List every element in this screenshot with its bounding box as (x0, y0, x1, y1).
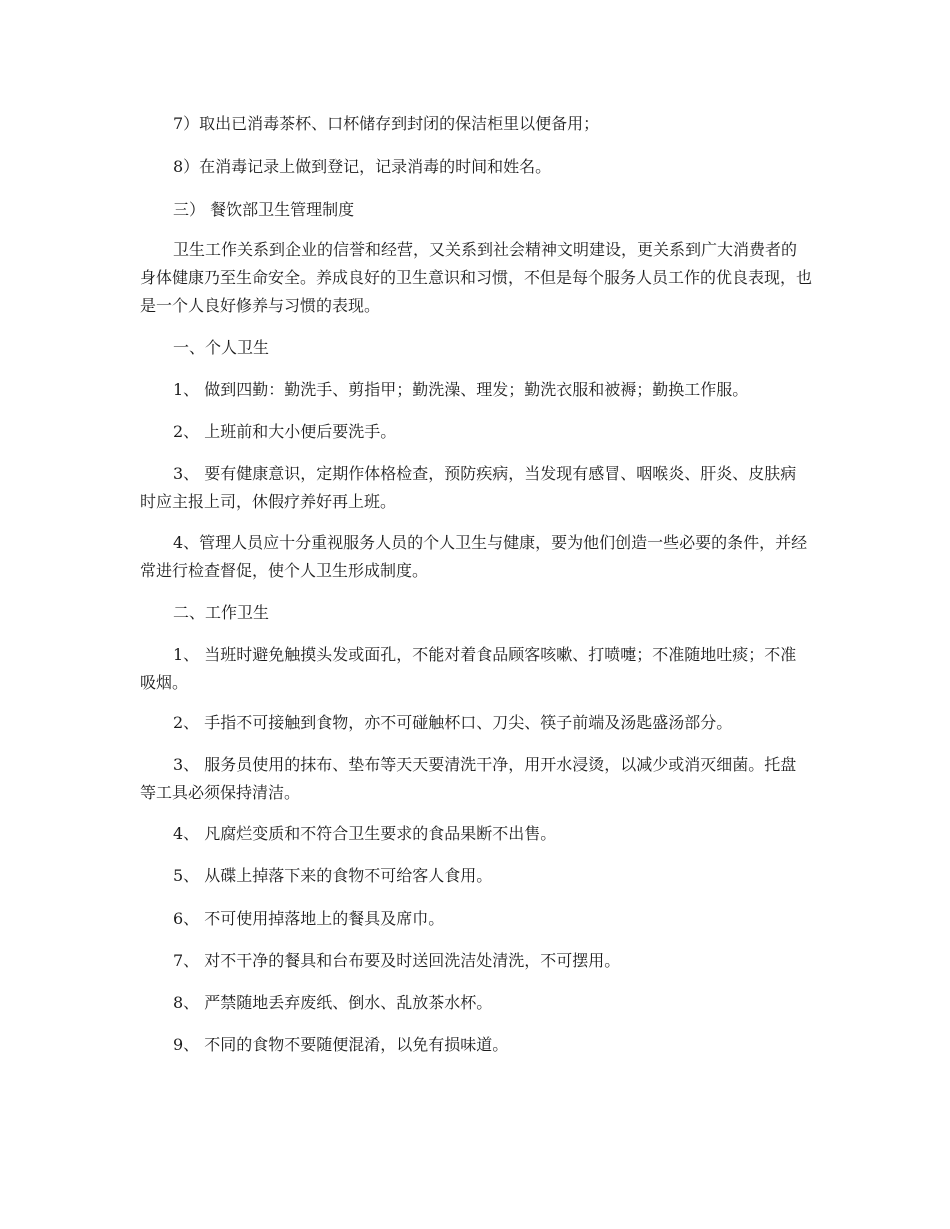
list-item-work-2: 2、 手指不可接触到食物，亦不可碰触杯口、刀尖、筷子前端及汤匙盛汤部分。 (173, 713, 733, 732)
list-item-work-7: 7、 对不干净的餐具和台布要及时送回洗洁处清洗，不可摆用。 (173, 951, 621, 970)
list-item-personal-3: 3、 要有健康意识，定期作体格检查，预防疾病，当发现有感冒、咽喉炎、肝炎、皮肤病时应主报上司，休假疗养好再上班。 (140, 464, 797, 511)
list-item-work-8: 8、 严禁随地丢弃废纸、倒水、乱放茶水杯。 (173, 993, 493, 1012)
paragraph-disinfect-record: 8）在消毒记录上做到登记，记录消毒的时间和姓名。 (173, 157, 552, 176)
heading-personal-hygiene: 一、个人卫生 (173, 338, 270, 357)
list-item-work-4: 4、 凡腐烂变质和不符合卫生要求的食品果断不出售。 (173, 824, 557, 843)
list-item-work-5: 5、 从碟上掉落下来的食物不可给客人食用。 (173, 866, 493, 885)
list-item-work-6: 6、 不可使用掉落地上的餐具及席巾。 (173, 909, 445, 928)
list-item-work-1: 1、 当班时避免触摸头发或面孔，不能对着食品顾客咳嗽、打喷嚏；不准随地吐痰；不准吸烟。 (140, 645, 797, 692)
paragraph-disinfect-storage: 7）取出已消毒茶杯、口杯储存到封闭的保洁柜里以便备用； (173, 114, 600, 133)
paragraph-hygiene-intro: 卫生工作关系到企业的信誉和经营，又关系到社会精神文明建设，更关系到广大消费者的身体健康乃至生命安全。养成良好的卫生意识和习惯，不但是每个服务人员工作的优良表现，也是一个人良好修养与习惯的表现。 (140, 240, 813, 315)
list-item-personal-1: 1、 做到四勤：勤洗手、剪指甲；勤洗澡、理发；勤洗衣服和被褥；勤换工作服。 (173, 380, 749, 399)
section-heading-catering-hygiene: 三） 餐饮部卫生管理制度 (173, 200, 355, 219)
list-item-personal-2: 2、 上班前和大小便后要洗手。 (173, 422, 397, 441)
heading-work-hygiene: 二、工作卫生 (173, 603, 270, 622)
list-item-work-9: 9、 不同的食物不要随便混淆，以免有损味道。 (173, 1035, 509, 1054)
list-item-personal-4: 4、管理人员应十分重视服务人员的个人卫生与健康，要为他们创造一些必要的条件，并经常进行检查督促，使个人卫生形成制度。 (140, 533, 808, 580)
list-item-work-3: 3、 服务员使用的抹布、垫布等天天要清洗干净，用开水浸烫，以减少或消灭细菌。托盘等工具必须保持清洁。 (140, 755, 797, 802)
